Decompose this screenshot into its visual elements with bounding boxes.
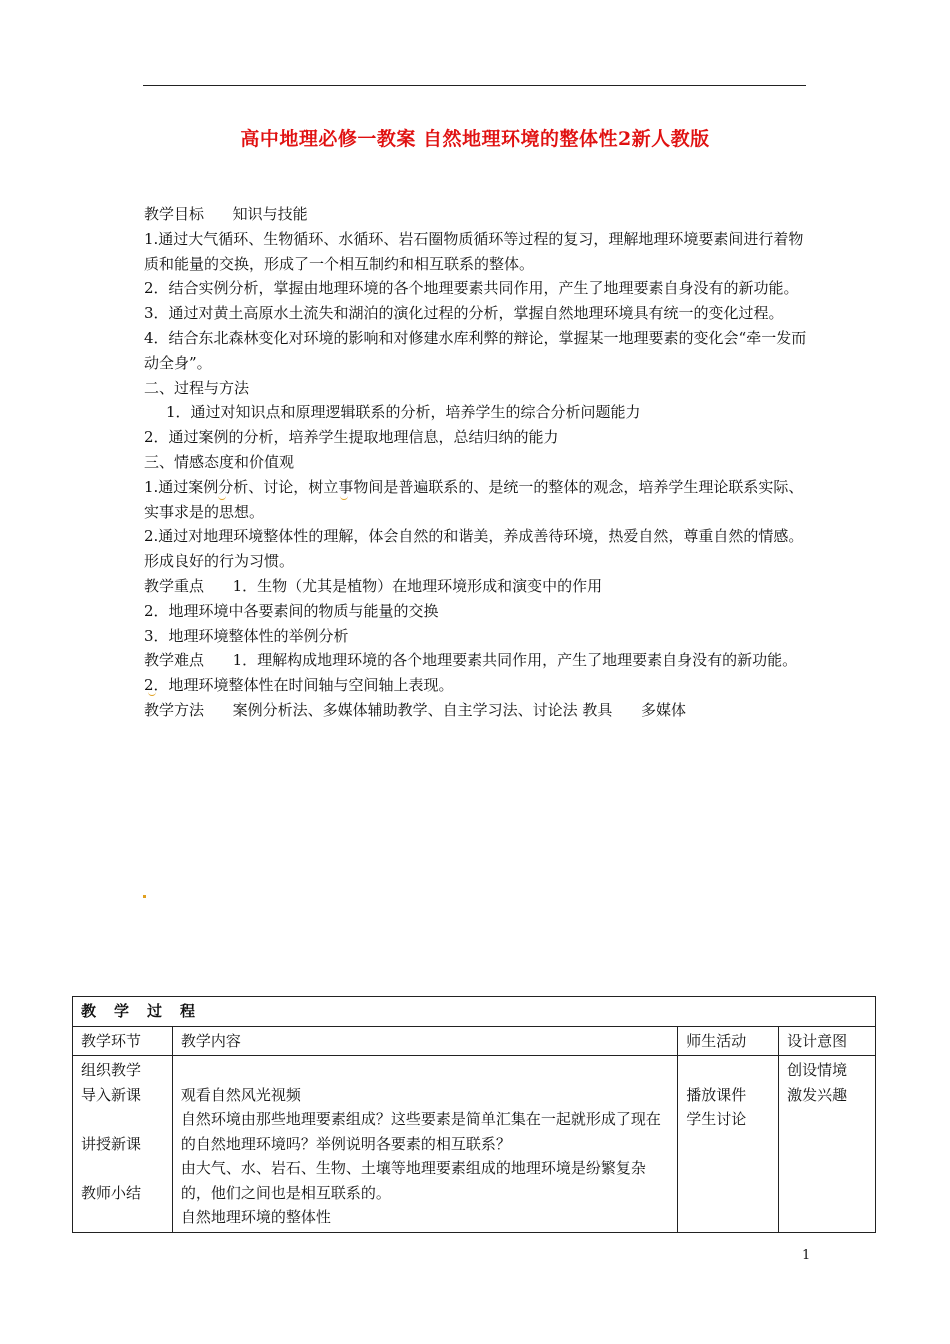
paragraph-difficulties: 教学难点 1．理解构成地理环境的各个地理要素共同作用，产生了地理要素自身没有的新功能。 [144, 651, 798, 670]
section-heading: 二、过程与方法 [144, 378, 250, 397]
paragraph: 3．通过对黄土高原水土流失和湖泊的演化过程的分析，掌握自然地理环境具有统一的变化过程。 [144, 304, 784, 323]
column-header: 教学内容 [172, 1026, 677, 1056]
paragraph: 2.通过对地理环境整体性的理解，体会自然的和谐美，养成善待环境，热爱自然，尊重自然的情感。形成良好的行为习惯。 [144, 527, 804, 571]
page-number: 1 [802, 1248, 811, 1263]
teaching-process-table [72, 996, 876, 1233]
paragraph: 2．结合实例分析，掌握由地理环境的各个地理要素共同作用，产生了地理要素自身没有的新功能。 [144, 279, 799, 298]
paragraph: 3．地理环境整体性的举例分析 [144, 626, 349, 645]
paragraph: 2．地理环境中各要素间的物质与能量的交换 [144, 601, 439, 620]
paragraph-methods: 教学方法 案例分析法、多媒体辅助教学、自主学习法、讨论法 教具 多媒体 [144, 700, 686, 719]
document-body [144, 202, 808, 723]
document-title: 高中地理必修一教案 自然地理环境的整体性2新人教版 [240, 128, 710, 150]
section-heading: 三、情感态度和价值观 [144, 452, 295, 471]
paragraph: 2．地理环境整体性在时间轴与空间轴上表现。 [144, 676, 454, 695]
paragraph: 1.通过大气循环、生物循环、水循环、岩石圈物质循环等过程的复习，理解地理环境要素间进行着物质和能量的交换，形成了一个相互制约和相互联系的整体。 [144, 229, 804, 273]
cell-content: 观看自然风光视频 自然环境由那些地理要素组成？这些要素是简单汇集在一起就形成了现在的自然地理环境吗？举例说明各要素的相互联系？ 由大气、水、岩石、生物、土壤等地理要素组成的地理环境是纷繁复杂的，他们之间也是相互联系的。 自然地理环境的整体性 [172, 1056, 677, 1233]
annotation-mark [143, 895, 146, 898]
paragraph: 2．通过案例的分析，培养学生提取地理信息，总结归纳的能力 [144, 428, 559, 447]
paragraph-objectives: 教学目标 知识与技能 [144, 205, 308, 223]
paragraph: 1.通过案例分析、讨论，树立事物间是普遍联系的、是统一的整体的观念，培养学生理论联系实际、实事求是的思想。 [144, 477, 804, 521]
table-column-row [73, 1026, 876, 1056]
column-header: 设计意图 [779, 1026, 876, 1056]
column-header: 教学环节 [73, 1026, 173, 1056]
column-header: 师生活动 [678, 1026, 779, 1056]
cell-stage: 组织教学 导入新课 讲授新课 教师小结 [73, 1056, 173, 1233]
paragraph: 1．通过对知识点和原理逻辑联系的分析，培养学生的综合分析问题能力 [166, 403, 641, 422]
table-row [73, 1056, 876, 1233]
paragraph-key-points: 教学重点 1．生物（尤其是植物）在地理环境形成和演变中的作用 [144, 576, 603, 595]
table-title: 教学过程 [73, 997, 876, 1027]
cell-intent: 创设情境 激发兴趣 [779, 1056, 876, 1233]
header-rule [143, 85, 806, 86]
paragraph: 4．结合东北森林变化对环境的影响和对修建水库利弊的辩论，掌握某一地理要素的变化会“牵一发而动全身”。 [144, 328, 807, 372]
table-header-row [73, 997, 876, 1027]
cell-activity: 播放课件 学生讨论 [678, 1056, 779, 1233]
